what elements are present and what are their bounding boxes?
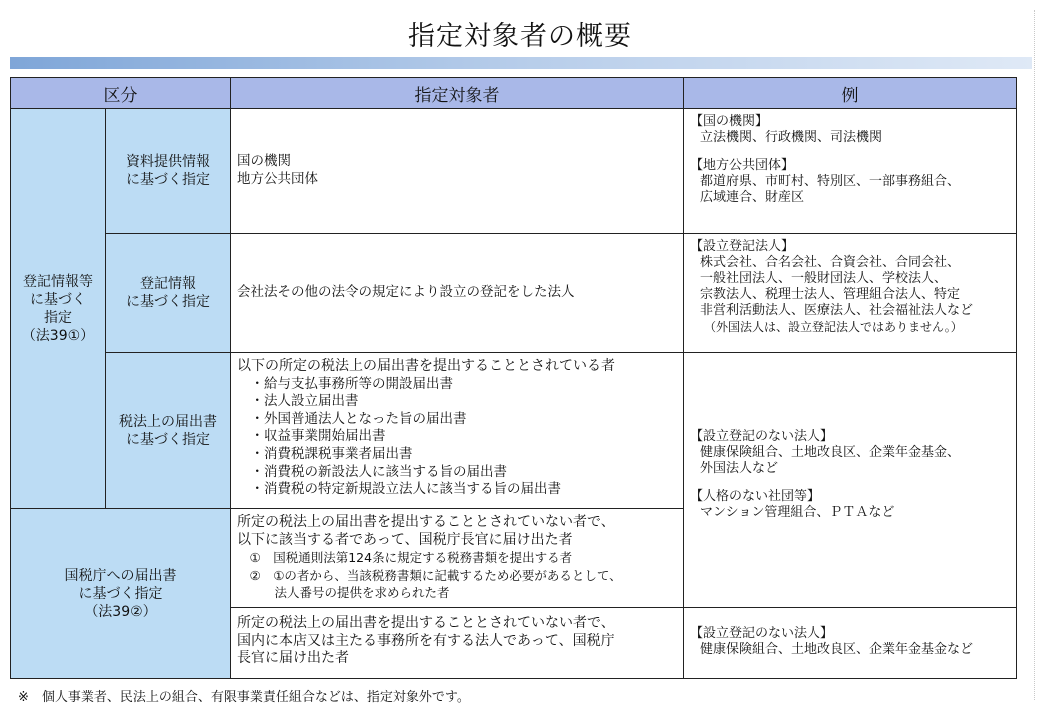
example-text: 外国法人など [700, 461, 779, 476]
subcategory-registration-info-label: 登記情報 に基づく指定 [126, 276, 210, 310]
header-example-label: 例 [841, 85, 859, 106]
example-heading: 【人格のない社団等】 [690, 489, 821, 504]
target-line: ・外国普通法人となった旨の届出書 [237, 410, 467, 427]
target-cell-row5 [230, 607, 684, 679]
example-text: 健康保険組合、土地改良区、企業年金基金など [700, 642, 974, 657]
target-line: 長官に届け出た者 [237, 650, 349, 666]
header-example [683, 77, 1017, 109]
target-line: ① 国税通則法第124条に規定する税務書類を提出する者 [237, 550, 573, 565]
target-line: ・消費税課税事業者届出書 [237, 445, 413, 462]
example-heading: 【設立登記のない法人】 [690, 429, 834, 444]
example-heading: 【設立登記のない法人】 [690, 626, 834, 641]
subcategory-registration-info [105, 233, 231, 353]
target-line: 国内に本店又は主たる事務所を有する法人であって、国税庁 [237, 632, 615, 649]
footnote: ※ 個人事業者、民法上の組合、有限事業責任組合などは、指定対象外です。 [18, 690, 470, 705]
target-line: 以下の所定の税法上の届出書を提出することとされている者 [237, 358, 615, 374]
header-category [10, 77, 231, 109]
subcategory-data-provision-label: 資料提供情報 に基づく指定 [126, 154, 210, 188]
target-cell-row2 [230, 233, 684, 353]
page-edge-divider [1034, 10, 1035, 700]
target-line: 以下に該当する者であって、国税庁長官に届け出た者 [237, 531, 573, 548]
target-line: ・消費税の新設法人に該当する旨の届出書 [237, 463, 507, 480]
example-cell-row1 [683, 108, 1017, 234]
target-line: 国の機関 [237, 153, 291, 169]
target-line: 法人番号の提供を求められた者 [237, 585, 450, 600]
target-line: ② ①の者から、当該税務書類に記載するため必要があるとして、 [237, 567, 622, 583]
target-line: 所定の税法上の届出書を提出することとされていない者で、 [237, 615, 615, 631]
example-text: 宗教法人、税理士法人、管理組合法人、特定 [700, 287, 961, 302]
page-title: 指定対象者の概要 [408, 21, 632, 52]
subcategory-tax-filing [105, 352, 231, 509]
header-target [230, 77, 684, 109]
target-line: ・消費税の特定新規設立法人に該当する旨の届出書 [237, 481, 561, 498]
target-line: ・法人設立届出書 [237, 393, 359, 410]
target-cell-row1 [230, 108, 684, 234]
target-line: 地方公共団体 [237, 170, 318, 187]
example-text: 株式会社、合名会社、合資会社、合同会社、 [700, 255, 961, 270]
target-line: 所定の税法上の届出書を提出することとされていない者で、 [237, 514, 615, 530]
target-line: ・給与支払事務所等の開設届出書 [237, 375, 453, 392]
header-category-label: 区分 [103, 85, 138, 106]
target-line: 会社法その他の法令の規定により設立の登記をした法人 [237, 284, 575, 301]
example-text: 一般社団法人、一般財団法人、学校法人、 [700, 271, 948, 286]
example-note: （外国法人は、設立登記法人ではありません。） [704, 320, 963, 334]
target-line: ・収益事業開始届出書 [237, 428, 386, 445]
category-nta-notification [10, 508, 231, 679]
example-text: マンション管理組合、ＰＴＡなど [700, 505, 895, 520]
example-text: 健康保険組合、土地改良区、企業年金基金、 [700, 445, 961, 460]
example-cell-row4 [683, 607, 1017, 679]
example-heading: 【国の機関】 [690, 114, 769, 129]
header-target-label: 指定対象者 [414, 85, 500, 106]
example-cell-row3 [683, 352, 1017, 608]
example-text: 都道府県、市町村、特別区、一部事務組合、 [700, 174, 961, 189]
category-nta-notification-label: 国税庁への届出書 に基づく指定 （法39②） [64, 567, 177, 620]
example-text: 非営利活動法人、医療法人、社会福祉法人など [700, 303, 974, 318]
example-heading: 【設立登記法人】 [690, 239, 795, 254]
example-text: 立法機関、行政機関、司法機関 [700, 130, 883, 145]
target-cell-row4 [230, 508, 684, 608]
category-registration-based-label: 登記情報等 に基づく 指定 （法39①） [21, 273, 95, 344]
category-registration-based [10, 108, 106, 509]
target-cell-row3 [230, 352, 684, 509]
title-underline-bar [10, 57, 1032, 69]
example-cell-row2 [683, 233, 1017, 353]
subcategory-tax-filing-label: 税法上の届出書 に基づく指定 [119, 413, 217, 448]
example-heading: 【地方公共団体】 [690, 158, 795, 173]
example-text: 広域連合、財産区 [700, 190, 805, 205]
subcategory-data-provision [105, 108, 231, 234]
